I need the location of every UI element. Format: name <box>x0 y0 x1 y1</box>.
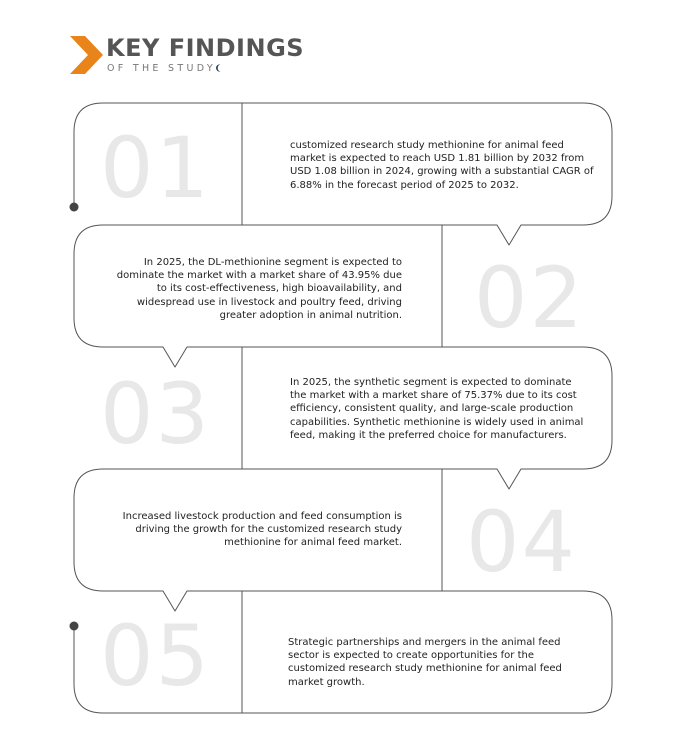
finding-text-05: Strategic partnerships and mergers in the animal feed sector is expected to create opportunities for the customized research study methionine for animal feed market growth. <box>288 637 562 688</box>
timeline-dot-top <box>70 203 79 212</box>
finding-text-04: Increased livestock production and feed consumption is driving the growth for the customized research study methionine for animal feed market. <box>122 511 402 549</box>
finding-number-04: 04 <box>466 493 577 591</box>
finding-text-03: In 2025, the synthetic segment is expected to dominate the market with a market share of 75.37% due to its cost efficiency, consistent quality, and large-scale production capabilities. Synthetic methionine is widely used in animal feed, making it the preferred choice for manufacturers. <box>290 377 584 441</box>
finding-number-01: 01 <box>100 119 211 217</box>
finding-number-05: 05 <box>100 607 211 705</box>
page-subtitle: OF THE STUDY <box>107 63 216 74</box>
finding-text-02: In 2025, the DL-methionine segment is expected to dominate the market with a market share of 43.95% due to its cost-effectiveness, high bioavailability, and widespread use in livestock and poultry feed, driving greater adoption in animal nutrition. <box>116 257 402 321</box>
finding-number-03: 03 <box>100 365 211 463</box>
timeline-dot-bottom <box>70 622 79 631</box>
finding-text-01: customized research study methionine for animal feed market is expected to reach USD 1.81 billion by 2032 from USD 1.08 billion in 2024, growing with a substantial CAGR of 6.88% in the forecast period of 2025 to 2032. <box>290 140 594 191</box>
finding-number-02: 02 <box>474 249 585 347</box>
page-title: KEY FINDINGS <box>106 34 305 62</box>
